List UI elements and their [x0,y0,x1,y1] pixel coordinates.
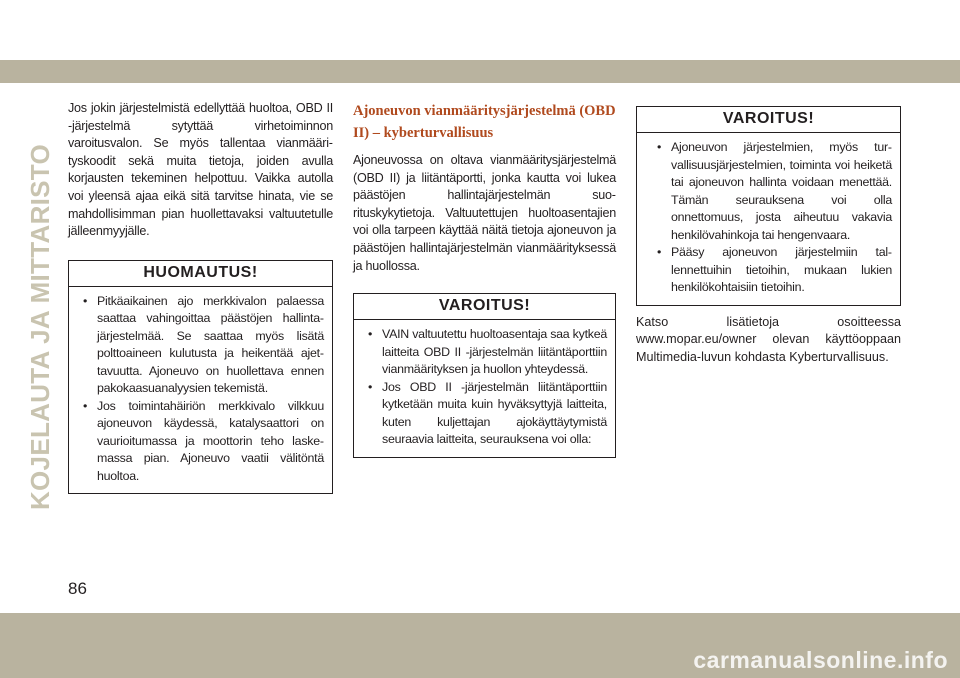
warning-title: VAROITUS! [637,107,900,133]
intro-paragraph: Jos jokin järjestelmistä edellyttää huoltoa, OBD II -järjestelmä sytyttää virhetoiminnon varoitusvalon. Se myös tallentaa vianmäärityskoodit sekä muita tietoja, joiden avulla korjausten tekeminen helpottuu. Vaikka autolla voi yleensä ajaa eikä sitä tarvitse hinata, vie se mahdollisimman pian huollettavaksi valtuutetulle jälleenmyyjälle. [68,101,333,239]
section-paragraph: Ajoneuvossa on oltava vianmääritysjärjestelmä (OBD II) ja liitäntäportti, jonka kautta voi lukea päästöjen hallintajärjestelmän suorituskykytietoja. Valtuutettujen huoltoasentajien voi olla tarpeen käyttää näitä tietoja ajoneuvon ja päästöjen hallintajärjestelmän vianmäärityksessä ja huollossa. [353,153,616,273]
notice-box [68,260,333,495]
list-item: • Pääsy ajoneuvon järjestelmiin tallennettuihin tietoihin, mukaan lukien henkilökohtaisiin tietoihin. [651,244,892,297]
watermark-text: carmanualsonline.info [693,647,948,673]
list-item: • Jos OBD II -järjestelmän liitäntäporttiin kytketään muita kuin hyväksyttyjä laitteita, kuten kuljettajan ajokäyttäytymistä seuraavia laitteita, seurauksena voi olla: [362,379,607,449]
warning-box-continued [636,106,901,306]
column-middle [353,100,616,458]
header-band [0,60,960,83]
list-item: • Pitkäaikainen ajo merkkivalon palaessa saattaa vahingoittaa päästöjen hallintajärjestelmää. Se saattaa myös lisätä polttoaineen kulutusta ja heikentää ajettavuutta. Ajoneuvo on huollettava ennen pakokaasuanalyysien tekemistä. [77,293,324,398]
warning-list [637,133,900,305]
column-right [636,106,901,366]
list-item: • VAIN valtuutettu huoltoasentaja saa kytkeä laitteita OBD II -järjestelmän liitäntäporttiin vianmäärityksen ja huollon yhteydessä. [362,326,607,379]
chapter-side-title: KOJELAUTA JA MITTARISTO [25,143,55,511]
page-number: 86 [68,579,87,598]
column-left [68,100,333,494]
section-heading: Ajoneuvon vianmääritysjärjestelmä (OBD II) – kyberturvallisuus [353,103,616,141]
list-item: • Jos toimintahäiriön merkkivalo vilkkuu ajoneuvon käydessä, katalysaattori on vaurioitumassa ja moottorin teho laskemassa pian. Ajoneuvo vaatii välitöntä huoltoa. [77,398,324,486]
notice-list [69,287,332,494]
notice-title: HUOMAUTUS! [69,261,332,287]
reference-paragraph: Katso lisätietoja osoitteessa www.mopar.eu/owner olevan käyttöoppaan Multimedia-luvun kohdasta Kyberturvallisuus. [636,314,901,364]
warning-title: VAROITUS! [354,294,615,320]
list-item: • Ajoneuvon järjestelmien, myös turvallisuusjärjestelmien, toiminta voi heiketä tai ajoneuvon hallinta voidaan menettää. Tämän seurauksena voi olla onnettomuus, josta aiheutuu vakavia henkilövahinkoja tai hengenvaara. [651,139,892,244]
warning-list [354,320,615,457]
warning-box [353,293,616,458]
